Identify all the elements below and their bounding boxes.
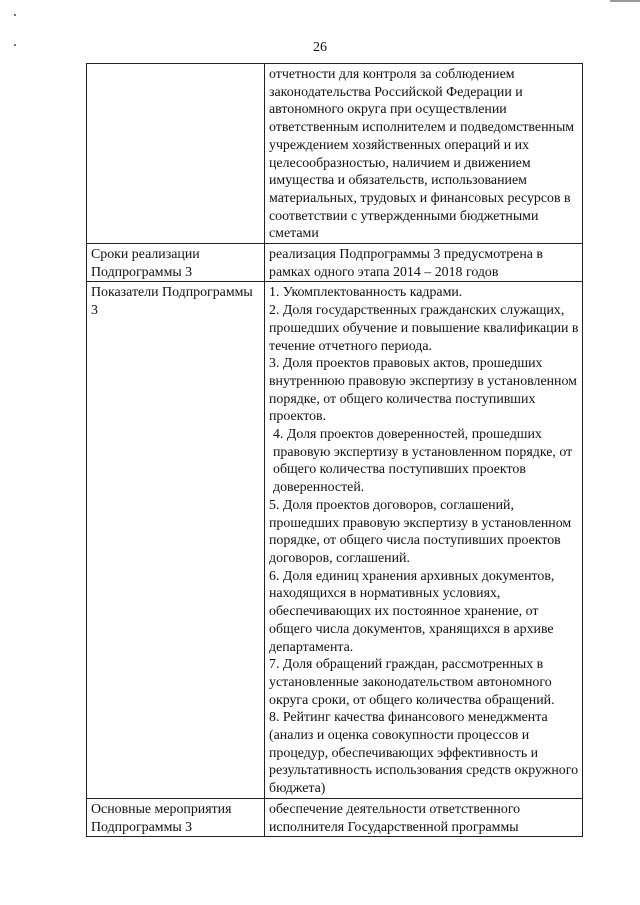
table-row: [87, 282, 583, 798]
indicator-item: 4. Доля проектов доверенностей, прошедших правовую экспертизу в установленном порядке, от общего количества поступивших проектов доверенностей.: [273, 427, 573, 496]
row-content: обеспечение деятельности ответственного исполнителя Государственной программы: [265, 798, 583, 836]
indicator-item: 8. Рейтинг качества финансового менеджмента (анализ и оценка совокупности процессов и процедур, обеспечивающих эффективность и результативность использования средств окружного бюджета): [269, 710, 579, 797]
row-label: Сроки реализации Подпрограммы 3: [87, 244, 265, 282]
table-row: [87, 64, 583, 244]
row-label: Показатели Подпрограммы 3: [87, 282, 265, 798]
indicator-list: [265, 282, 583, 798]
row-content: отчетности для контроля за соблюдением законодательства Российской Федерации и автономного округа при осуществлении ответственным исполнителем и подведомственным учреждением хозяйственных операций и их целесообразностью, наличием и движением имущества и обязательств, использованием материальных, трудовых и финансовых ресурсов в соответствии с утвержденными бюджетными сметами: [265, 64, 583, 244]
row-label: Основные мероприятия Подпрограммы 3: [87, 798, 265, 836]
indicator-item: 1. Укомплектованность кадрами.: [269, 285, 463, 301]
indicator-item: 2. Доля государственных гражданских служащих, прошедших обучение и повышение квалификации в течение отчетного периода.: [269, 303, 579, 354]
subprogram-passport-table: [86, 63, 583, 837]
scan-dot: [14, 14, 16, 16]
indicator-item: 5. Доля проектов договоров, соглашений, прошедших правовую экспертизу в установленном порядке, от общего числа поступивших проектов договоров, соглашений.: [269, 497, 572, 566]
page-number: 26: [313, 40, 327, 55]
table-row: [87, 798, 583, 836]
table-row: [87, 244, 583, 282]
scan-edge-mark: [610, 0, 640, 2]
row-label: [87, 64, 265, 244]
row-content: реализация Подпрограммы 3 предусмотрена в рамках одного этапа 2014 – 2018 годов: [265, 244, 583, 282]
indicator-item: 3. Доля проектов правовых актов, прошедших внутреннюю правовую экспертизу в установленном порядке, от общего количества поступивших проектов.: [269, 356, 577, 425]
indicator-item: 6. Доля единиц хранения архивных документов, находящихся в нормативных условиях, обеспечивающих их постоянное хранение, от общего числа документов, хранящихся в архиве департамента.: [269, 568, 555, 655]
indicator-item: 7. Доля обращений граждан, рассмотренных в установленные законодательством автономного округа сроки, от общего количества обращений.: [269, 657, 555, 708]
